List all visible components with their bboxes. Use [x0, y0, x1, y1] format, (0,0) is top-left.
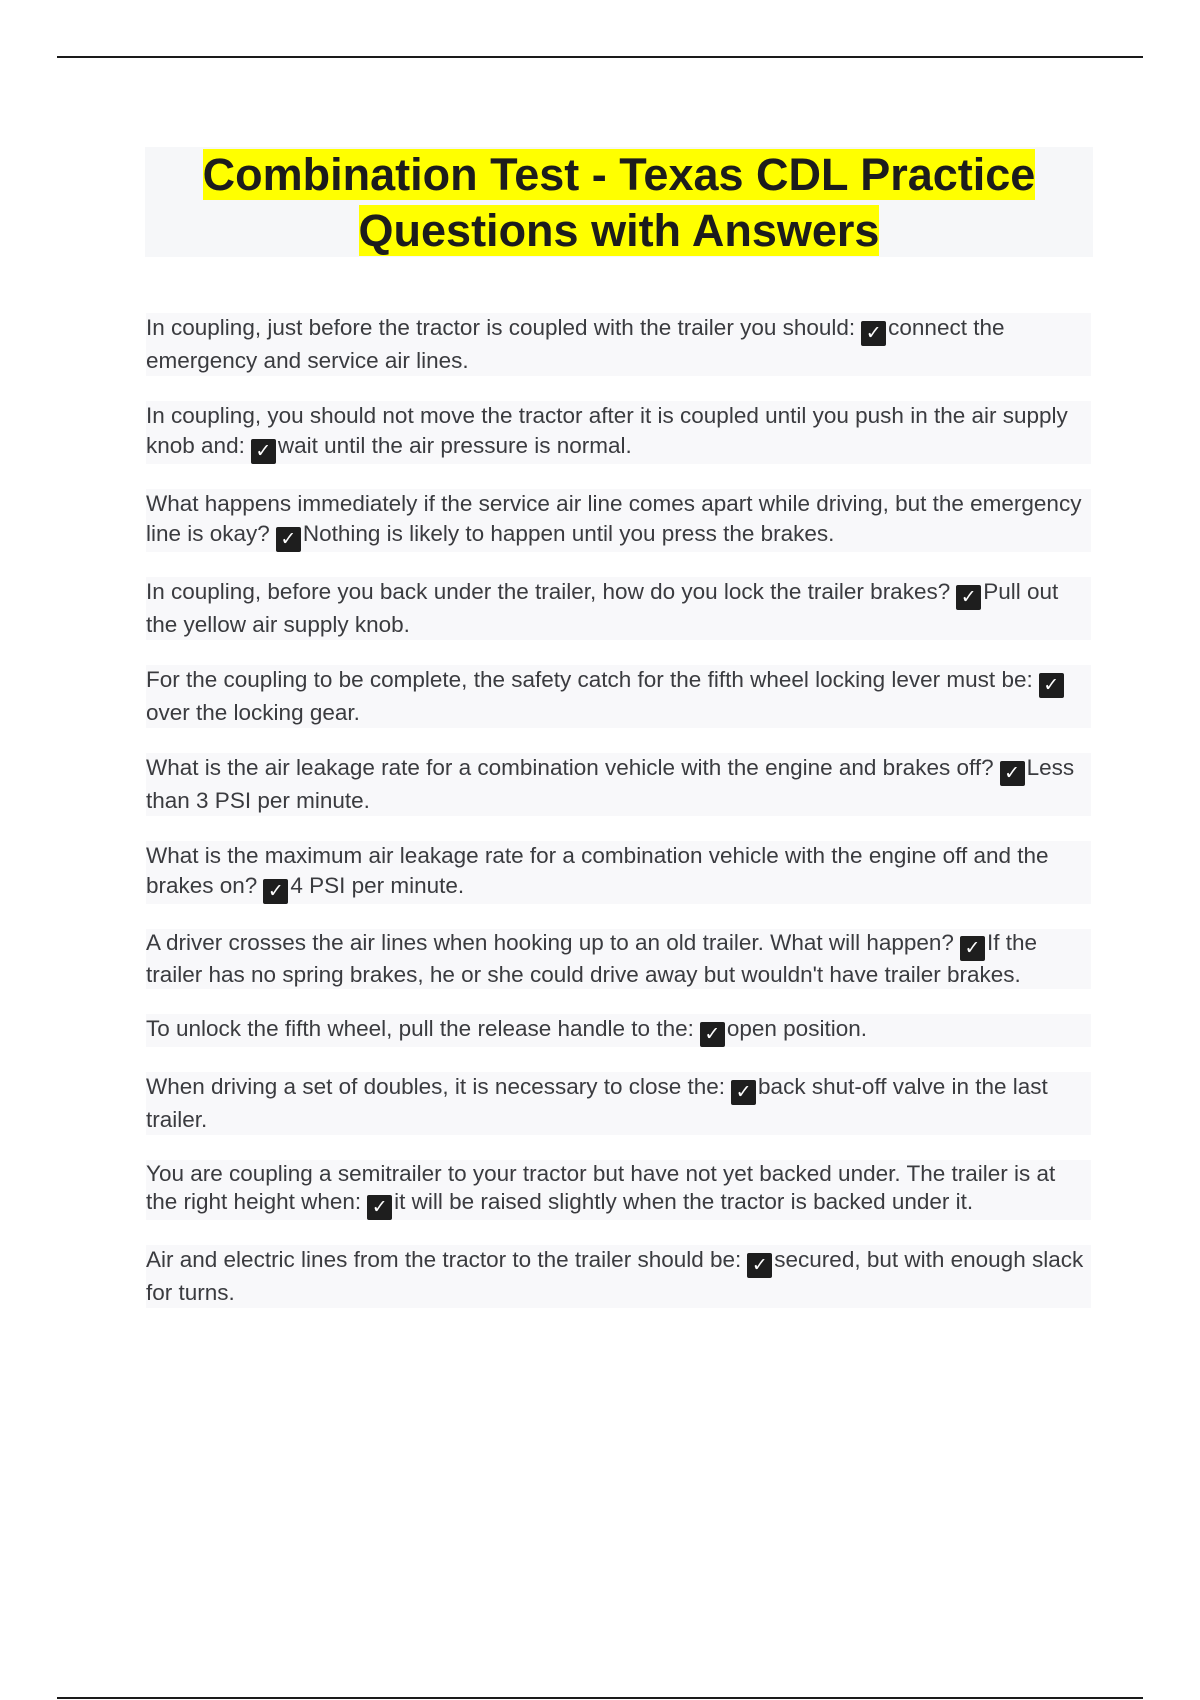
check-mark-icon: ✓ [263, 879, 288, 904]
check-mark-icon: ✓ [1000, 761, 1025, 786]
answer-text: 4 PSI per minute. [290, 873, 465, 898]
answer-text: Pull out the yellow air supply knob. [146, 579, 1059, 637]
page-title [145, 147, 1093, 259]
answer-text: back shut-off valve in the last trailer. [146, 1074, 1048, 1132]
question-text: When driving a set of doubles, it is necessary to close the: [146, 1074, 726, 1099]
qa-item [146, 841, 1091, 904]
question-text: In coupling, before you back under the trailer, how do you lock the trailer brakes? [146, 579, 951, 604]
question-text: What is the air leakage rate for a combination vehicle with the engine and brakes off? [146, 755, 994, 780]
answer-text: connect the emergency and service air lines. [146, 315, 1005, 373]
question-text: In coupling, just before the tractor is coupled with the trailer you should: [146, 315, 856, 340]
check-mark-icon: ✓ [251, 439, 276, 464]
answer-text: If the trailer has no spring brakes, he or she could drive away but wouldn't have trailer brakes. [146, 930, 1037, 987]
check-mark-icon: ✓ [960, 936, 985, 961]
title-line-1: Combination Test - Texas CDL Practice [202, 149, 1036, 200]
question-text: In coupling, you should not move the tractor after it is coupled until you push in the air supply knob and: [146, 403, 1068, 458]
question-text: To unlock the fifth wheel, pull the release handle to the: [146, 1016, 694, 1041]
qa-item [146, 401, 1091, 464]
answer-text: open position. [726, 1016, 867, 1041]
qa-item [146, 929, 1091, 989]
qa-item [146, 489, 1091, 552]
qa-item [146, 1014, 1091, 1047]
answer-text: Nothing is likely to happen until you press the brakes. [302, 521, 835, 546]
question-text: Air and electric lines from the tractor to the trailer should be: [146, 1247, 742, 1272]
title-line-2: Questions with Answers [358, 205, 880, 256]
answer-text: wait until the air pressure is normal. [277, 433, 632, 458]
check-mark-icon: ✓ [861, 321, 886, 346]
check-mark-icon: ✓ [367, 1195, 392, 1220]
qa-item [146, 665, 1091, 728]
question-text: A driver crosses the air lines when hooking up to an old trailer. What will happen? [146, 930, 954, 955]
qa-item [146, 577, 1091, 640]
top-rule [57, 56, 1143, 58]
bottom-rule [57, 1697, 1143, 1699]
check-mark-icon: ✓ [731, 1080, 756, 1105]
answer-text: over the locking gear. [146, 700, 360, 725]
question-text: For the coupling to be complete, the safety catch for the fifth wheel locking lever must be: [146, 667, 1033, 692]
question-text: You are coupling a semitrailer to your tractor but have not yet backed under. The trailer is at the right height when: [146, 1161, 1056, 1214]
qa-item [146, 753, 1091, 816]
answer-text: secured, but with enough slack for turns. [146, 1247, 1084, 1305]
qa-item [146, 313, 1091, 376]
answer-text: it will be raised slightly when the tractor is backed under it. [394, 1189, 974, 1214]
check-mark-icon: ✓ [276, 527, 301, 552]
check-mark-icon: ✓ [956, 585, 981, 610]
qa-item [146, 1245, 1091, 1308]
qa-item [146, 1072, 1091, 1135]
title-banner [145, 147, 1093, 257]
question-text: What is the maximum air leakage rate for a combination vehicle with the engine off and the brakes on? [146, 843, 1049, 898]
question-text: What happens immediately if the service air line comes apart while driving, but the emergency line is okay? [146, 491, 1082, 546]
check-mark-icon: ✓ [747, 1253, 772, 1278]
qa-item [146, 1160, 1091, 1220]
check-mark-icon: ✓ [1039, 673, 1064, 698]
qa-list [146, 313, 1091, 1333]
answer-text: Less than 3 PSI per minute. [146, 755, 1075, 813]
check-mark-icon: ✓ [700, 1022, 725, 1047]
